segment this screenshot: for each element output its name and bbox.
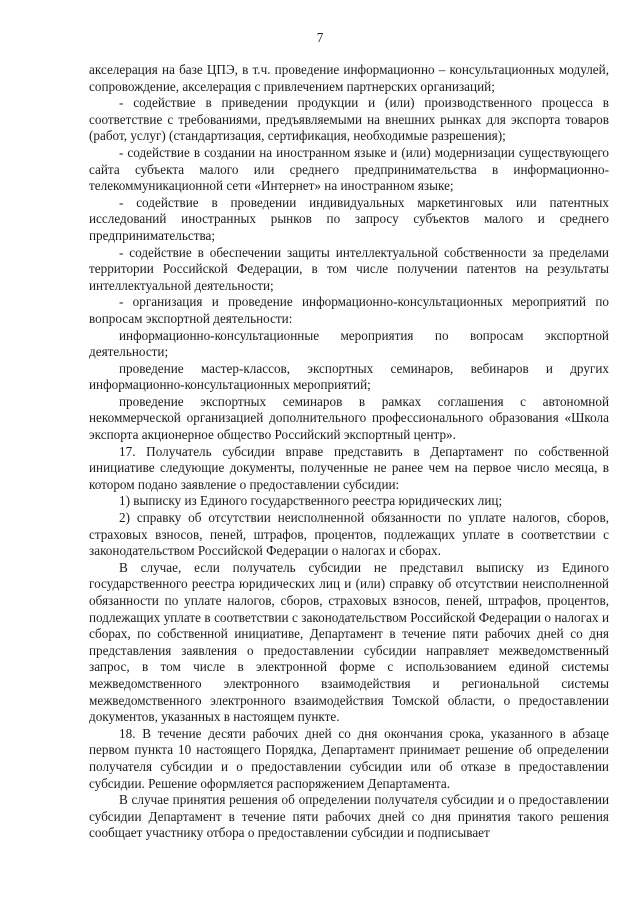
- paragraph-item-17: 17. Получатель субсидии вправе представить в Департамент по собственной инициативе следующие документы, полученные не ранее чем на первое число месяца, в котором подано заявление о предоставлении субсидии:: [89, 443, 609, 492]
- paragraph: - организация и проведение информационно-консультационных мероприятий по вопросам экспортной деятельности:: [89, 294, 609, 326]
- paragraph: В случае принятия решения об определении получателя субсидии и о предоставлении субсидии Департамент в течение пяти рабочих дней со дня принятия такого решения сообщает участнику отбора о предоставлении субсидии и подписывает: [89, 792, 609, 841]
- paragraph: - содействие в приведении продукции и (или) производственного процесса в соответствие с требованиями, предъявляемыми на внешних рынках для экспорта товаров (работ, услуг) (стандартизация, сертификация, необходимые разрешения);: [89, 95, 609, 144]
- paragraph: акселерация на базе ЦПЭ, в т.ч. проведение информационно – консультационных модулей, сопровождение, акселерация с привлечением партнерских организаций;: [89, 62, 609, 94]
- paragraph: информационно-консультационные мероприятия по вопросам экспортной деятельности;: [89, 327, 609, 360]
- paragraph: - содействие в обеспечении защиты интеллектуальной собственности за пределами территории Российской Федерации, в том числе получении патентов на результаты интеллектуальной деятельности;: [89, 244, 609, 293]
- paragraph: 1) выписку из Единого государственного реестра юридических лиц;: [119, 493, 503, 509]
- paragraph: 2) справку об отсутствии неисполненной обязанности по уплате налогов, сборов, страховых взносов, пеней, штрафов, процентов, подлежащих уплате в соответствии с законодательством Российской Федерации о налогах и сборах.: [89, 510, 609, 559]
- paragraph: В случае, если получатель субсидии не представил выписку из Единого государственного реестра юридических лиц и (или) справку об отсутствии неисполненной обязанности по уплате налогов, сборов, страховых взносов, пеней, штрафов, процентов, подлежащих уплате в соответствии с законодательством Российской Федерации о налогах и сборах, по собственной инициативе, Департамент в течение пяти рабочих дней со дня представления заявления о предоставлении субсидии направляет межведомственный запрос, в том числе в электронной форме с использованием единой системы межведомственного электронного взаимодействия и региональной системы межведомственного электронного взаимодействия Томской области, о предоставлении документов, указанных в настоящем пункте.: [89, 559, 609, 725]
- page-number: 7: [316, 30, 324, 45]
- paragraph: проведение экспортных семинаров в рамках соглашения с автономной некоммерческой организацией дополнительного профессионального образования «Школа экспорта акционерное общество Российский экспортный центр».: [89, 393, 609, 443]
- paragraph-item-18: 18. В течение десяти рабочих дней со дня окончания срока, указанного в абзаце первом пункта 10 настоящего Порядка, Департамент принимает решение об определении получателя субсидии и о предоставлении субсидии или об отказе в предоставлении субсидии. Решение оформляется распоряжением Департамента.: [89, 725, 609, 791]
- document-body: [89, 62, 609, 842]
- paragraph: - содействие в создании на иностранном языке и (или) модернизации существующего сайта субъекта малого или среднего предпринимательства в информационно-телекоммуникационной сети «Интернет» на иностранном языке;: [89, 144, 609, 194]
- paragraph: проведение мастер-классов, экспортных семинаров, вебинаров и других информационно-консультационных мероприятий;: [89, 360, 609, 393]
- paragraph: - содействие в проведении индивидуальных маркетинговых или патентных исследований иностранных рынков по запросу субъектов малого и среднего предпринимательства;: [89, 194, 609, 243]
